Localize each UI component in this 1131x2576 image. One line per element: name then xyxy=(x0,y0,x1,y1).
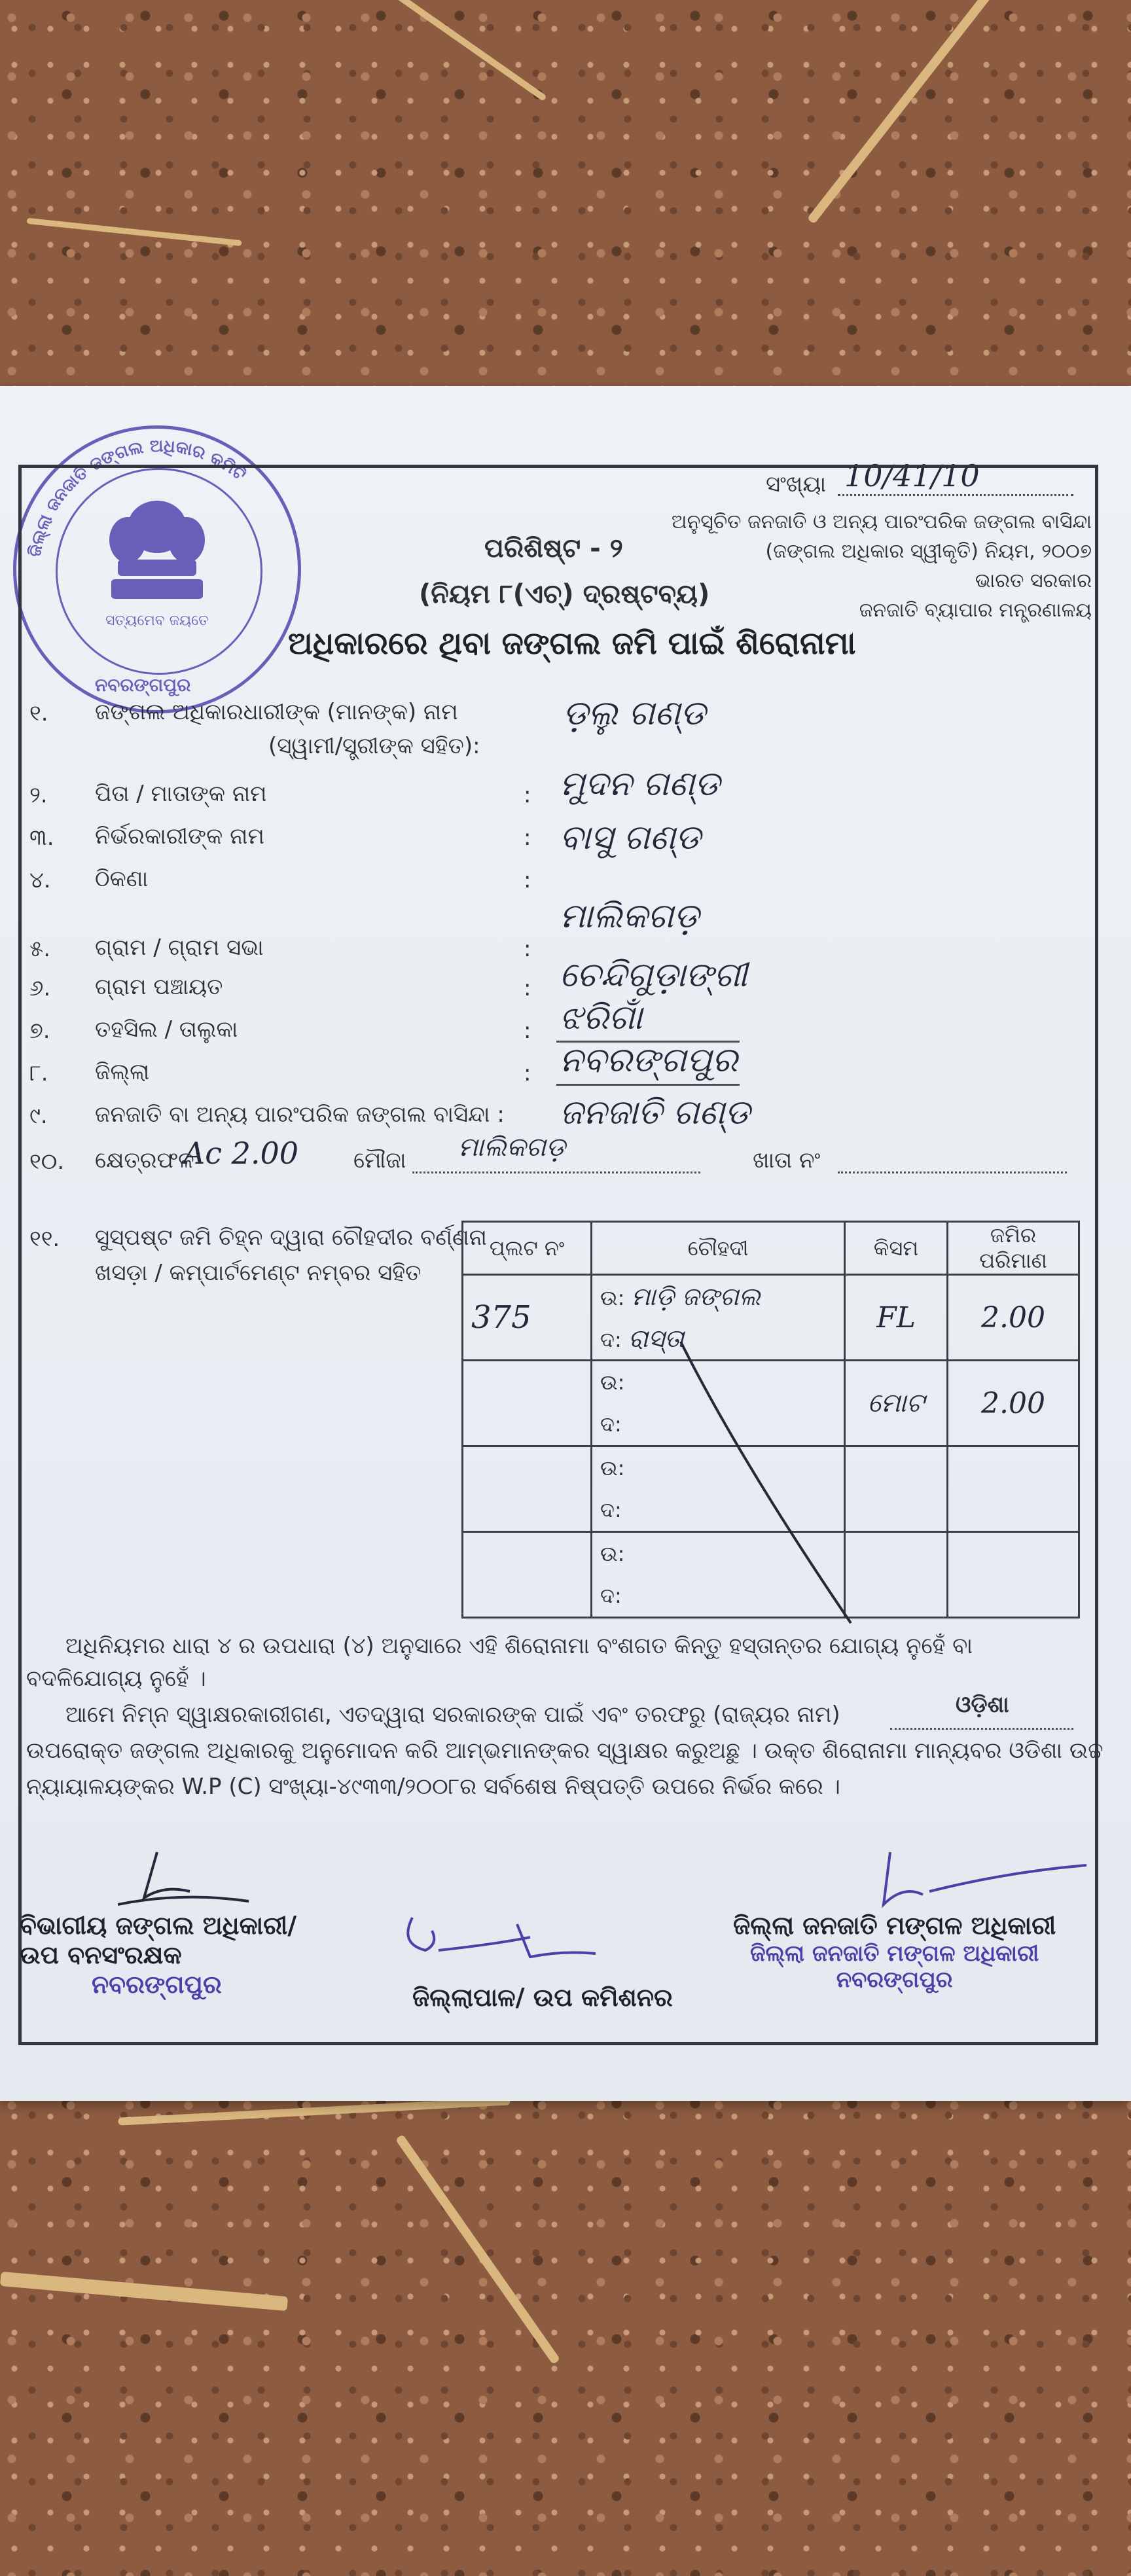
straw-decoration xyxy=(118,2097,511,2125)
north-label: ଉ: xyxy=(600,1370,625,1395)
signature-middle-icon xyxy=(399,1905,609,1977)
field-label: ଗ୍ରାମ / ଗ୍ରାମ ସଭା xyxy=(95,935,264,961)
field-colon: : xyxy=(524,782,531,808)
amount-cell: 2.00 xyxy=(948,1275,1079,1361)
field-colon: : xyxy=(524,975,531,1001)
state-dotted-line xyxy=(890,1728,1073,1730)
niyam-reference: (ନିୟମ ୮(ଏଚ୍) ଦ୍ରଷ୍ଟବ୍ୟ) xyxy=(419,579,710,609)
area-value: Ac 2.00 xyxy=(183,1136,299,1171)
page-title: ଅଧିକାରରେ ଥିବା ଜଙ୍ଗଲ ଜମି ପାଇଁ ଶିରୋନାମା xyxy=(288,625,856,662)
south-label: ଦ: xyxy=(600,1412,622,1437)
seal-place: ନବରଙ୍ଗପୁର xyxy=(95,674,191,696)
field-label: ଗ୍ରାମ ପଞ୍ଚାୟତ xyxy=(95,974,223,1000)
declaration-paragraph-1b: ବଦଳିଯୋଗ୍ୟ ନୁହେଁ । xyxy=(26,1666,206,1692)
straw-decoration xyxy=(0,2272,288,2311)
amount-cell: 2.00 xyxy=(948,1361,1079,1446)
strike-through-line xyxy=(655,1329,864,1630)
signatory-title: ଜିଲ୍ଲା ଜନଜାତି ମଙ୍ଗଳ ଅଧିକାରୀ xyxy=(733,1911,1056,1940)
straw-decoration xyxy=(382,0,547,101)
field-value-tribe: ଜନଜାତି ଗଣ୍ଡ xyxy=(560,1093,750,1132)
table-header-row xyxy=(463,1222,1079,1275)
north-label: ଉ: xyxy=(600,1541,625,1566)
signature-right-icon xyxy=(877,1846,1093,1918)
mouza-value: ମାଲିକଗଡ଼ xyxy=(458,1132,566,1162)
parishishta-label: ପରିଶିଷ୍ଟ - ୨ xyxy=(484,533,623,564)
field-label: ନିର୍ଭରକାରୀଙ୍କ ନାମ xyxy=(95,823,264,850)
mouza-dotted-line xyxy=(412,1172,700,1173)
field-number: ୯. xyxy=(29,1103,48,1129)
south-label: ଦ: xyxy=(600,1583,622,1608)
header-right-line-4: ଜନଜାତି ବ୍ୟାପାର ମନ୍ତ୍ରଣାଳୟ xyxy=(859,599,1092,622)
signatory-title: ଜିଲ୍ଲାପାଳ/ ଉପ କମିଶନର xyxy=(412,1983,673,2012)
field-number: ୧. xyxy=(29,700,48,726)
area-label: କ୍ଷେତ୍ରଫଳ xyxy=(95,1147,194,1173)
field-number: ୪. xyxy=(29,867,51,893)
field-label: ପିତା / ମାତାଙ୍କ ନାମ xyxy=(95,781,267,807)
straw-decoration xyxy=(395,2134,560,2365)
field-number: ୬. xyxy=(29,975,51,1001)
field-value-address: ମାଲିକଗଡ଼ xyxy=(560,897,699,936)
north-label: ଉ: xyxy=(600,1456,625,1480)
field-colon: : xyxy=(524,867,531,893)
north-value: ମାଡ଼ି ଜଙ୍ଗଲ xyxy=(631,1282,761,1311)
field-value-dependent: ବାସୁ ଗଣ୍ଡ xyxy=(560,818,701,857)
field-label: ଜିଲ୍ଲା xyxy=(95,1059,150,1085)
column-header: ଜମିର ପରିମାଣ xyxy=(948,1222,1079,1275)
field-number: ୭. xyxy=(29,1018,50,1044)
field-number: ୧୦. xyxy=(29,1149,65,1175)
signatory-title-2: ଉପ ବନସଂରକ୍ଷକ xyxy=(20,1941,182,1969)
straw-decoration xyxy=(807,0,999,224)
kisam-cell: ମୋଟ xyxy=(845,1361,948,1446)
field-colon: : xyxy=(524,1060,531,1086)
straw-decoration xyxy=(26,218,242,246)
boundary-description-label: ସୁସ୍ପଷ୍ଟ ଜମି ଚିହ୍ନ ଦ୍ୱାରା ଚୌହଦୀର ବର୍ଣ୍ଣନା xyxy=(95,1225,488,1251)
soil-background-bottom xyxy=(0,2088,1131,2576)
signature-block-left xyxy=(20,1911,296,1999)
field-label: ଜନଜାତି ବା ଅନ୍ୟ ପାରଂପରିକ ଜଙ୍ଗଲ ବାସିନ୍ଦା : xyxy=(95,1101,505,1128)
declaration-paragraph-2c: ନ୍ୟାୟାଳୟଙ୍କର W.P (C) ସଂଖ୍ୟା-୪୯୩୩/୨୦୦୮ର ସର୍ବଶେଷ ନିଷ୍ପତ୍ତି ଉପରେ ନିର୍ଭର କରେ । xyxy=(26,1774,840,1800)
stamp-title: ଜିଲ୍ଲା ଜନଜାତି ମଙ୍ଗଳ ଅଧିକାରୀ xyxy=(749,1941,1039,1967)
sankhya-value: 10/41/10 xyxy=(844,458,980,493)
field-value-parent: ମୁଦନ ଗଣ୍ଡ xyxy=(560,764,720,804)
amount-cell xyxy=(948,1446,1079,1532)
amount-cell xyxy=(948,1532,1079,1618)
field-label: ତହସିଲ / ତାଲୁକା xyxy=(95,1016,238,1043)
signatory-title: ବିଭାଗୀୟ ଜଙ୍ଗଲ ଅଧିକାରୀ/ xyxy=(20,1911,297,1940)
compartment-label: ଖସଡ଼ା / କମ୍ପାର୍ଟମେଣ୍ଟ ନମ୍ବର ସହିତ xyxy=(95,1260,422,1286)
south-label: ଦ: xyxy=(600,1497,622,1522)
stamp-place: ନବରଙ୍ଗପୁର xyxy=(836,1967,953,1993)
stamp-place: ନବରଙ୍ଗପୁର xyxy=(92,1970,222,1999)
soil-background-top xyxy=(0,0,1131,393)
field-number: ୧୧. xyxy=(29,1226,60,1252)
emblem-motto: ସତ୍ୟମେବ ଜୟତେ xyxy=(105,613,209,629)
declaration-paragraph-1: ଅଧିନିୟମର ଧାରା ୪ ର ଉପଧାରା (୪) ଅନୁସାରେ ଏହି ଶିରୋନାମା ବଂଶଗତ କିନ୍ତୁ ହସ୍ତାନ୍ତର ଯୋଗ୍ୟ ନୁହେଁ ବା xyxy=(65,1633,973,1659)
north-label: ଉ: xyxy=(600,1285,625,1310)
field-value-name: ଡ଼ଲୁ ଗଣ୍ଡ xyxy=(563,694,706,733)
column-header: କିସମ xyxy=(845,1222,948,1275)
signature-block-right xyxy=(733,1911,1056,1993)
khata-dotted-line xyxy=(838,1172,1067,1173)
district-underline xyxy=(556,1084,740,1086)
header-right-line-2: (ଜଙ୍ଗଲ ଅଧିକାର ସ୍ୱୀକୃତି) ନିୟମ, ୨୦୦୭ xyxy=(765,540,1092,563)
plot-number-cell xyxy=(463,1532,592,1618)
field-label-sub: (ସ୍ୱାମୀ/ସ୍ତ୍ରୀଙ୍କ ସହିତ): xyxy=(268,733,480,759)
plot-number-cell xyxy=(463,1446,592,1532)
field-colon: : xyxy=(524,1018,531,1044)
header-right-line-1: ଅନୁସୂଚିତ ଜନଜାତି ଓ ଅନ୍ୟ ପାରଂପରିକ ଜଙ୍ଗଲ ବାସିନ୍ଦା xyxy=(671,510,1092,533)
header-right-line-3: ଭାରତ ସରକାର xyxy=(975,569,1092,592)
sankhya-label: ସଂଖ୍ୟା xyxy=(766,471,827,497)
south-value: ରାସ୍ତା xyxy=(628,1324,685,1353)
field-label: ଜଙ୍ଗଲ ଅଧିକାରଧାରୀଙ୍କ (ମାନଙ୍କ) ନାମ xyxy=(95,699,458,725)
plot-number-cell xyxy=(463,1361,592,1446)
field-colon: : xyxy=(524,825,531,851)
state-name: ଓଡ଼ିଶା xyxy=(956,1692,1009,1718)
declaration-paragraph-2b: ଉପରୋକ୍ତ ଜଙ୍ଗଲ ଅଧିକାରକୁ ଅନୁମୋଦନ କରି ଆମ୍ଭମାନଙ୍କର ସ୍ୱାକ୍ଷର କରୁଅଛୁ । ଉକ୍ତ ଶିରୋନାମା ମାନ୍ୟବର ଓଡିଶା ଉଚ୍ଚ xyxy=(26,1738,1104,1764)
signature-block-middle xyxy=(412,1983,673,2012)
declaration-paragraph-2: ଆମେ ନିମ୍ନ ସ୍ୱାକ୍ଷରକାରୀଗଣ, ଏତଦ୍ୱାରା ସରକାରଙ୍କ ପାଇଁ ଏବଂ ତରଫରୁ (ରାଜ୍ୟର ନାମ) xyxy=(65,1702,840,1728)
field-number: ୨. xyxy=(29,782,48,808)
field-value-district: ନବରଙ୍ଗପୁର xyxy=(560,1041,738,1080)
field-colon: : xyxy=(524,936,531,962)
field-value-tahsil: ଝରିଗାଁ xyxy=(560,998,643,1037)
kisam-cell: FL xyxy=(845,1275,948,1361)
column-header: ଚୌହଦୀ xyxy=(592,1222,845,1275)
field-value-panchayat: ଚେନ୍ଦିଗୁଡ଼ାଙ୍ଗୀ xyxy=(560,956,747,995)
field-number: ୮. xyxy=(29,1060,48,1086)
seal-ring-text: ଜିଲ୍ଲା ଜନଜାତି ଜଙ୍ଗଲ ଅଧିକାର କମିଟି xyxy=(25,436,250,559)
south-label: ଦ: xyxy=(600,1327,622,1352)
title-document xyxy=(0,386,1131,2101)
khata-label: ଖାତା ନଂ xyxy=(753,1147,821,1173)
field-number: ୫. xyxy=(29,936,51,962)
plot-number-cell: 375 xyxy=(463,1275,592,1361)
mouza-label: ମୌଜା xyxy=(353,1147,406,1173)
field-label: ଠିକଣା xyxy=(95,866,149,892)
column-header: ପ୍ଲଟ ନଂ xyxy=(463,1222,592,1275)
field-number: ୩. xyxy=(29,825,54,851)
